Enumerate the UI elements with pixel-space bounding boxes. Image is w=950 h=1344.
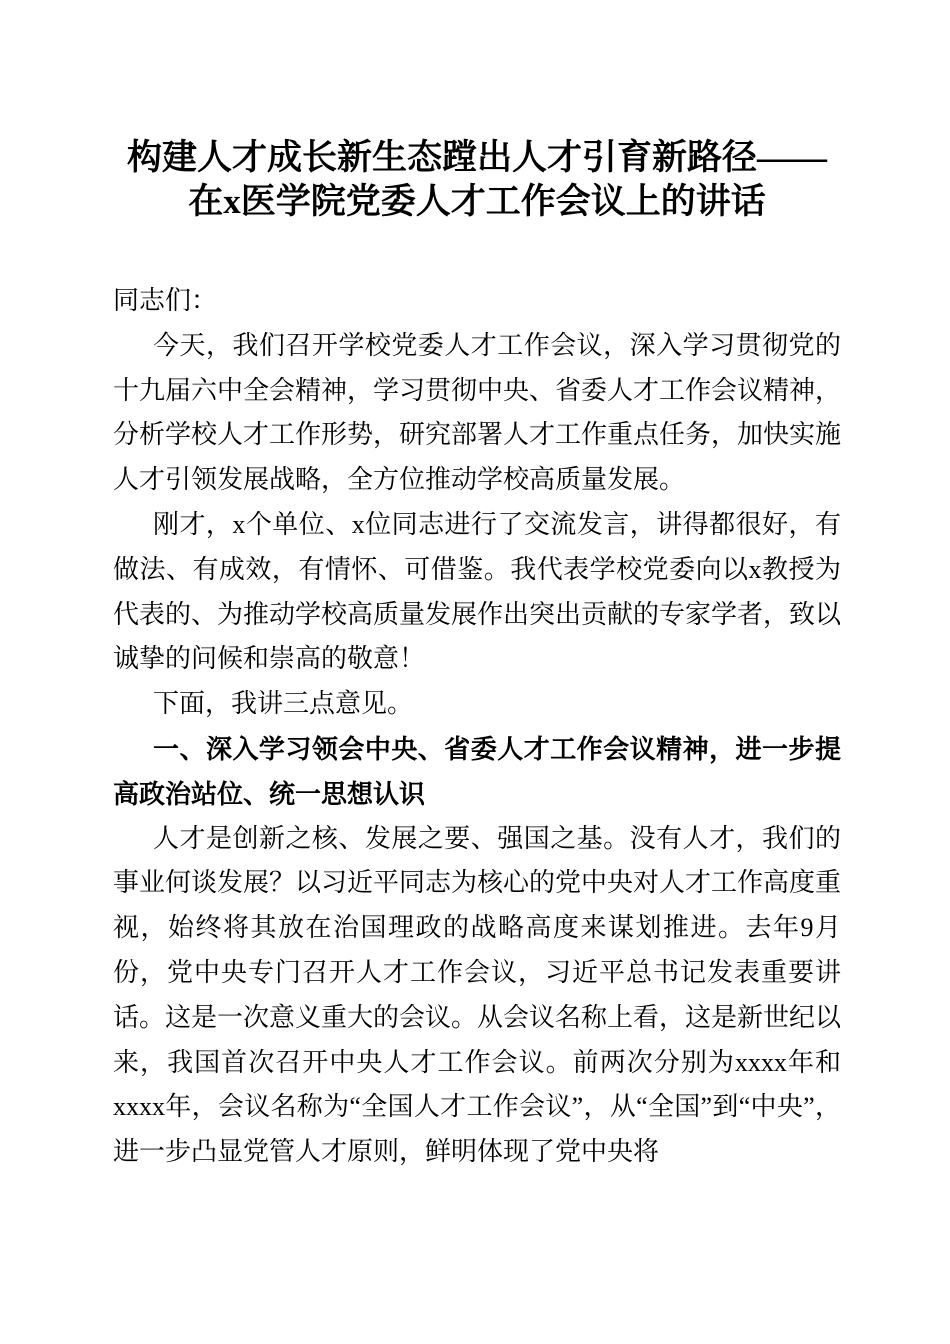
document-title-line1: 构建人才成长新生态蹚出人才引育新路径—— — [126, 138, 827, 177]
section-1-heading: 一、深入学习领会中央、省委人才工作会议精神，进一步提高政治站位、统一思想认识 — [113, 733, 841, 809]
paragraph-2: 刚才，x个单位、x位同志进行了交流发言，讲得都很好，有做法、有成效，有情怀、可借鉴。我代表学校党委向以x教授为代表的、为推动学校高质量发展作出突出贡献的专家学者，致以诚挚的问候和崇高的敬意！ — [113, 509, 842, 674]
salutation: 同志们： — [113, 286, 218, 315]
document-title-line2: 在x医学院党委人才工作会议上的讲话 — [188, 182, 766, 221]
document-title — [113, 136, 841, 224]
document-body — [113, 279, 841, 1175]
paragraph-3: 下面，我讲三点意见。 — [153, 689, 414, 719]
paragraph-1: 今天，我们召开学校党委人才工作会议，深入学习贯彻党的十九届六中全会精神，学习贯彻中央、省委人才工作会议精神，分析学校人才工作形势，研究部署人才工作重点任务，加快实施人才引领发展战略，全方位推动学校高质量发展。 — [113, 330, 842, 495]
section-1-paragraph-1: 人才是创新之核、发展之要、强国之基。没有人才，我们的事业何谈发展？以习近平同志为核心的党中央对人才工作高度重视，始终将其放在治国理政的战略高度来谋划推进。去年9月份，党中央专门召开人才工作会议，习近平总书记发表重要讲话。这是一次意义重大的会议。从会议名称上看，这是新世纪以来，我国首次召开中央人才工作会议。前两次分别为xxxx年和xxxx年，会议名称为“全国人才工作会议”，从“全国”到“中央”，进一步凸显党管人才原则，鲜明体现了党中央将 — [113, 823, 842, 1167]
